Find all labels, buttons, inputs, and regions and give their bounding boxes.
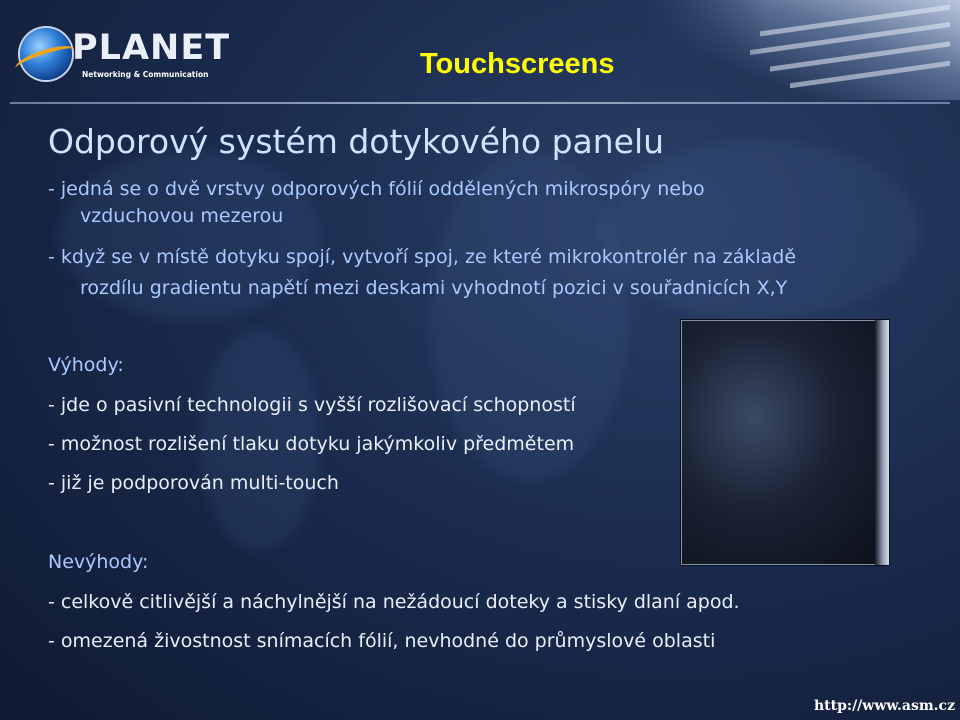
advantage-item: - již je podporován multi-touch	[48, 472, 339, 494]
footer-url: http://www.asm.cz	[814, 698, 956, 714]
logo-wordmark: PLANET	[72, 28, 231, 68]
bullet-2-line-1: - když se v místě dotyku spojí, vytvoří spoj, ze které mikrokontrolér na základě	[48, 246, 797, 268]
slide-title: Odporový systém dotykového panelu	[48, 122, 665, 161]
disadvantages-heading: Nevýhody:	[48, 551, 149, 573]
slide-header	[0, 0, 960, 104]
bullet-2-line-2: rozdílu gradientu napětí mezi deskami vyhodnotí pozici v souřadnicích X,Y	[80, 277, 788, 299]
server-rack-photo	[640, 0, 960, 100]
header-divider	[10, 102, 950, 104]
disadvantage-item: - celkově citlivější a náchylnější na nežádoucí doteky a stisky dlaní apod.	[48, 591, 740, 613]
logo-tagline: Networking & Communication	[82, 70, 209, 79]
advantages-heading: Výhody:	[48, 354, 124, 376]
disadvantage-item: - omezená živostnost snímacích fólií, nevhodné do průmyslové oblasti	[48, 630, 716, 652]
header-title: Touchscreens	[420, 48, 615, 80]
advantage-item: - jde o pasivní technologii s vyšší rozlišovací schopností	[48, 394, 576, 416]
bullet-1-line-1: - jedná se o dvě vrstvy odporových fólií oddělených mikrospóry nebo	[48, 178, 705, 200]
bullet-1-line-2: vzduchovou mezerou	[80, 205, 284, 227]
planet-logo	[20, 26, 231, 84]
advantage-item: - možnost rozlišení tlaku dotyku jakýmkoliv předmětem	[48, 433, 575, 455]
photo-edge-highlight	[875, 320, 889, 565]
touch-panel-photo	[681, 320, 889, 565]
